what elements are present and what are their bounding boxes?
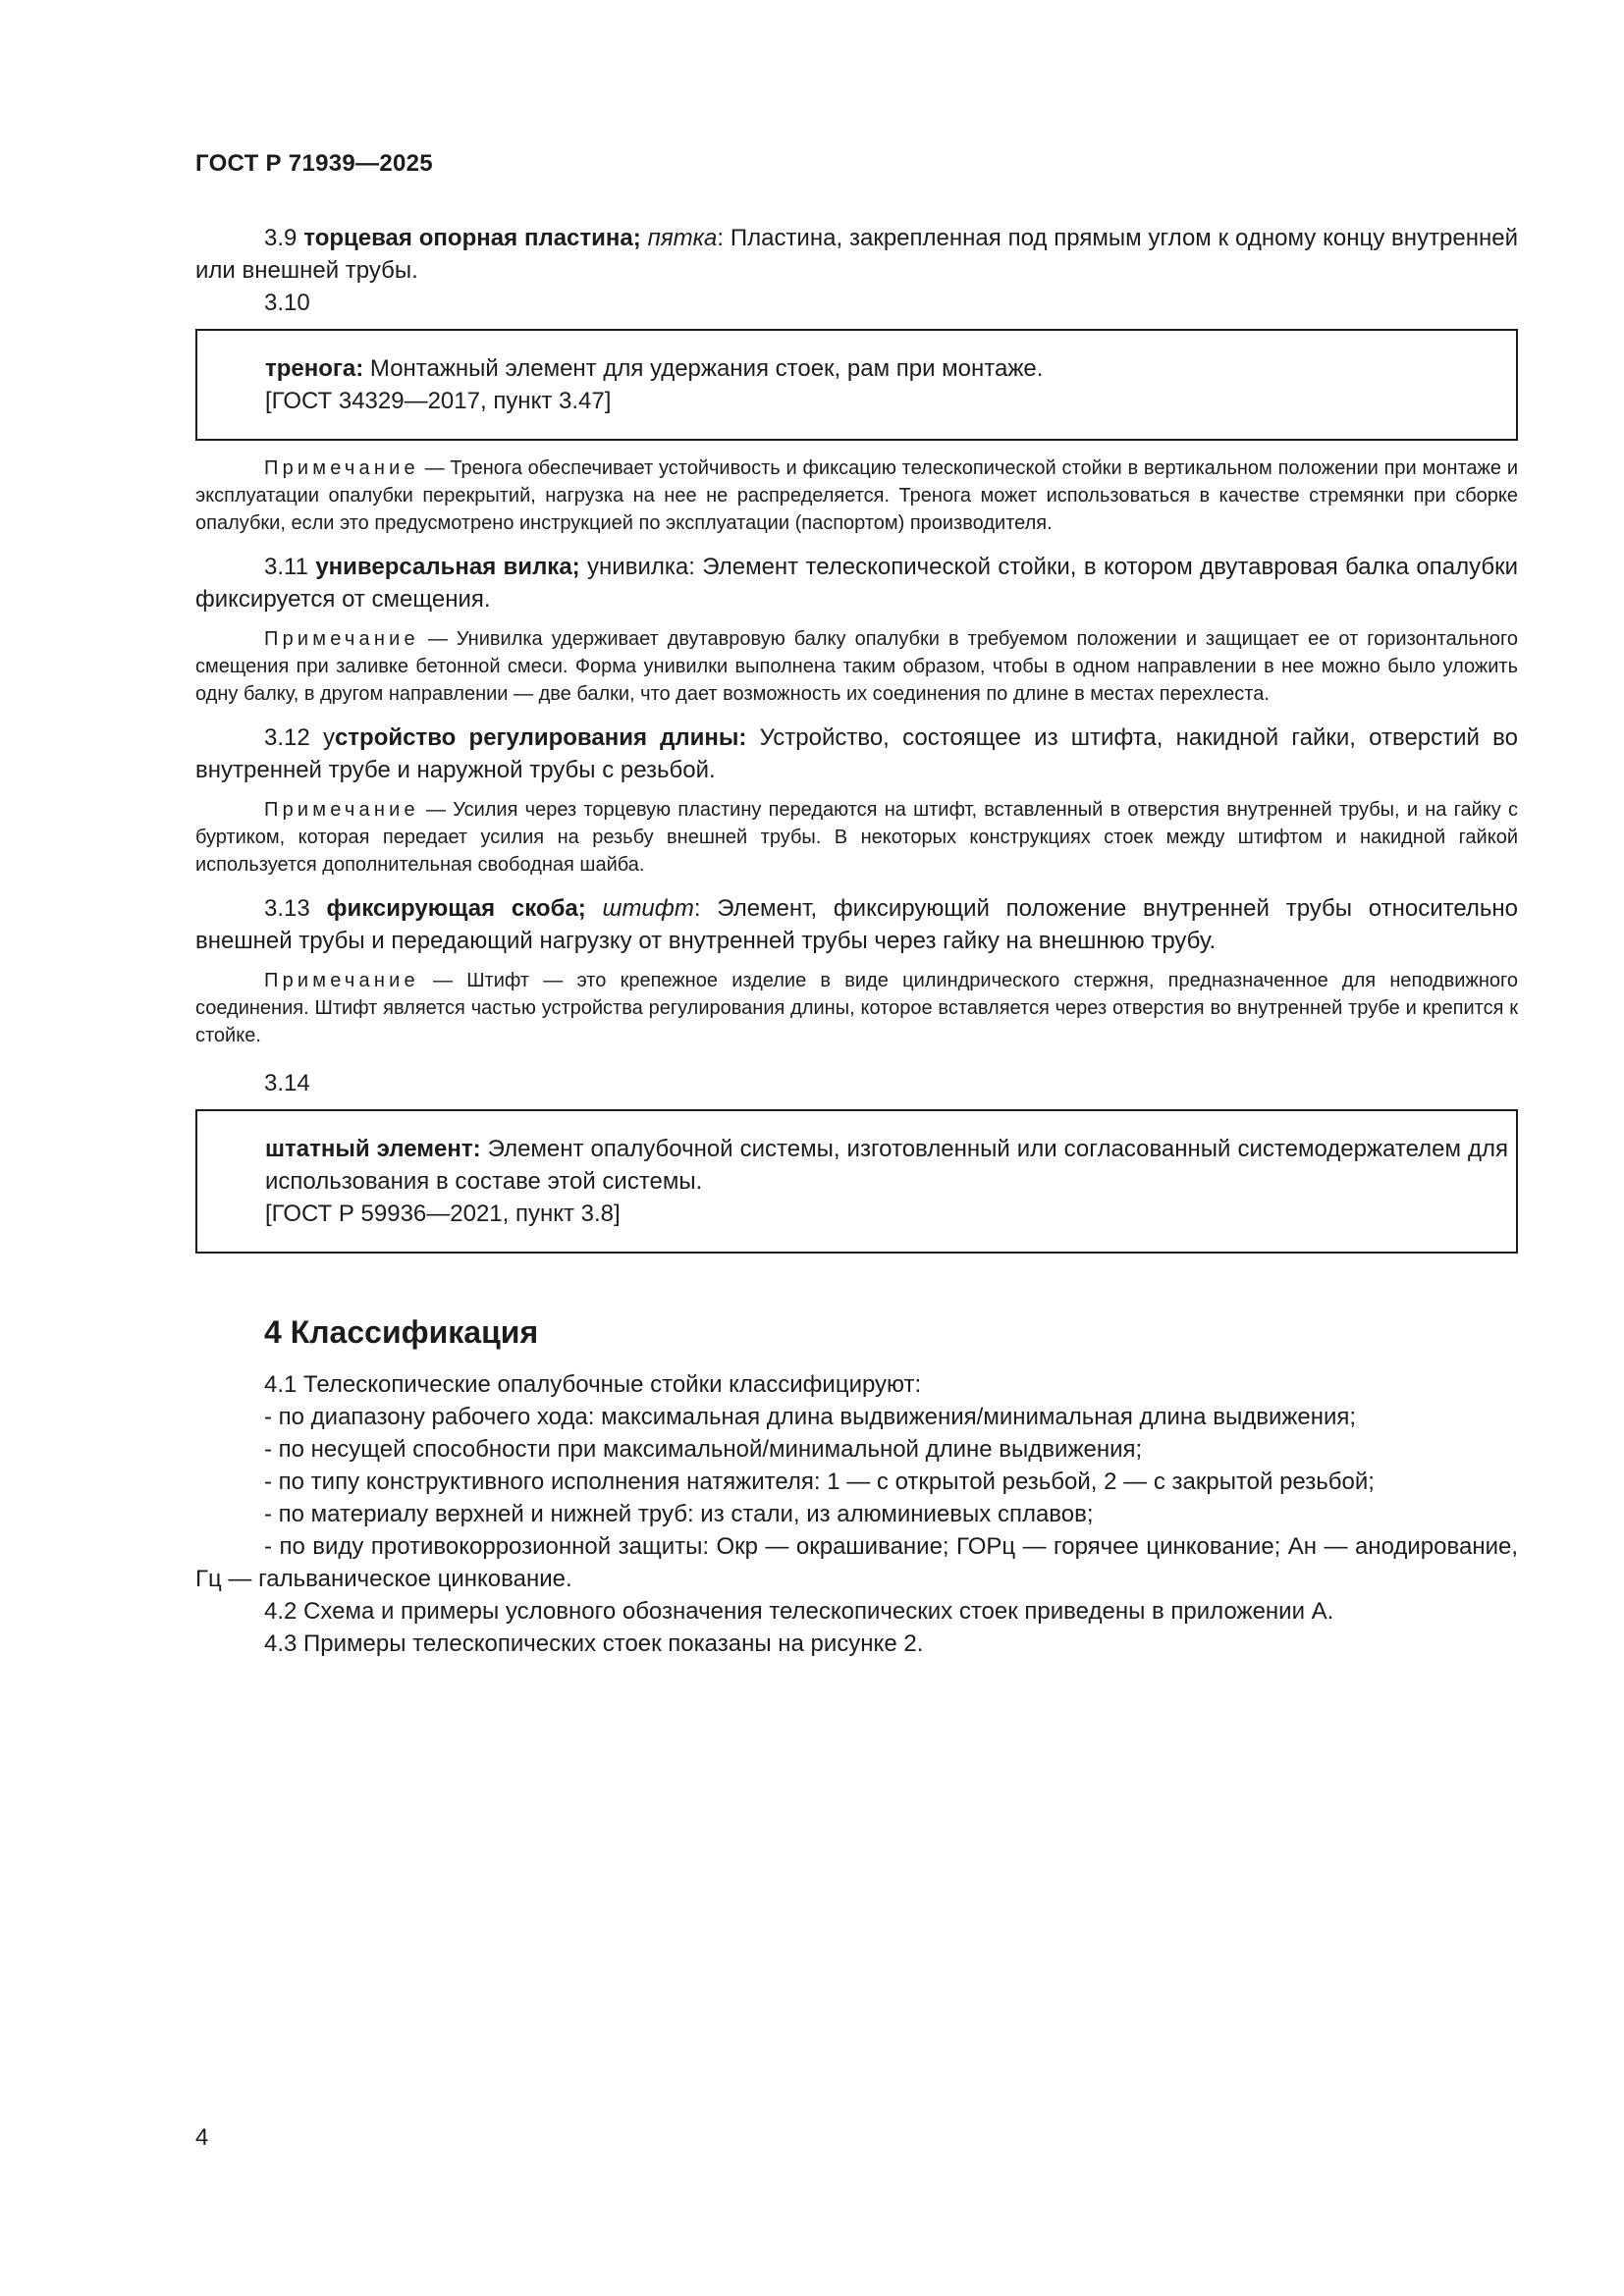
clause-3-13 (195, 892, 1518, 957)
note-3-12 (195, 796, 1518, 879)
source-reference: [ГОСТ 34329—2017, пункт 3.47] (265, 388, 612, 414)
page-number: 4 (195, 2124, 209, 2151)
list-item: - по виду противокоррозионной защиты: Окр — окрашивание; ГОРц — горячее цинкование; Ан — анодирование, Гц — гальваническое цинкование. (195, 1533, 1518, 1592)
term-synonym: пятка (647, 225, 718, 251)
clause-4-1: 4.1 Телескопические опалубочные стойки классифицируют: (264, 1371, 922, 1398)
list-item: - по диапазону рабочего хода: максимальная длина выдвижения/минимальная длина выдвижения; (264, 1404, 1357, 1430)
note-3-13 (195, 967, 1518, 1049)
clause-3-11 (195, 551, 1518, 615)
clause-4-2: 4.2 Схема и примеры условного обозначения телескопических стоек приведены в приложении А. (264, 1598, 1334, 1625)
note-text: — Штифт — это крепежное изделие в виде цилиндрического стержня, предназначенное для неподвижного соединения. Штифт является частью устройства регулирования длины, которое вставляется через отверстия во внутренней трубе и крепится к стойке. (195, 970, 1518, 1046)
definition: Устройство, состоящее из штифта, накидной гайки, отверстий во внутренней трубе и наружной трубы с резьбой. (195, 724, 1519, 783)
boxed-definition (205, 1133, 1508, 1198)
clause-3-10-number: 3.10 (264, 290, 310, 316)
note-text: — Унивилка удерживает двутавровую балку опалубки в требуемом положении и защищает ее от горизонтального смещения при заливке бетонной смеси. Форма унивилки выполнена таким образом, чтобы в одном направлении в нее можно было уложить одну балку, в другом направлении — две балки, что дает возможность их соединения по длине в местах перехлеста. (195, 628, 1518, 705)
document-id-header: ГОСТ Р 71939—2025 (195, 150, 433, 177)
note-label: Примечание (264, 457, 419, 479)
list-item: - по несущей способности при максимальной/минимальной длине выдвижения; (264, 1436, 1143, 1463)
boxed-definition (265, 352, 1508, 385)
page-content (195, 222, 1518, 1660)
clause-3-12 (195, 721, 1518, 786)
clause-3-9 (195, 222, 1518, 287)
definition: унивилка: Элемент телескопической стойки, в котором двутавровая балка опалубки фиксируется от смещения. (195, 554, 1519, 613)
section-heading: 4 Классификация (264, 1314, 539, 1350)
definition: : Элемент, фиксирующий положение внутренней трубы относительно внешней трубы и передающий нагрузку от внутренней трубы через гайку на внешнюю трубу. (195, 895, 1518, 954)
note-text: — Тренога обеспечивает устойчивость и фиксацию телескопической стойки в вертикальном положении при монтаже и эксплуатации опалубки перекрытий, нагрузка на нее не распределяется. Тренога может использоваться в качестве стремянки при сборке опалубки, если это предусмотрено инструкцией по эксплуатации (паспортом) производителя. (195, 457, 1518, 534)
term: универсальная вилка; (315, 554, 580, 580)
definition: Монтажный элемент для удержания стоек, рам при монтаже. (363, 355, 1044, 382)
note-text: — Усилия через торцевую пластину передаются на штифт, вставленный в отверстия внутренней трубы, и на гайку с буртиком, которая передает усилия на резьбу внешней трубы. В некоторых конструкциях стоек между штифтом и накидной гайкой используется дополнительная свободная шайба. (195, 799, 1518, 876)
clause-number: 3.13 (264, 895, 310, 922)
definition-box-3-14 (195, 1109, 1518, 1254)
note-label: Примечание (264, 970, 419, 991)
term: тренога: (265, 355, 364, 382)
clause-number: 3.11 (264, 554, 308, 580)
note-label: Примечание (264, 628, 419, 650)
note-3-11 (195, 625, 1518, 708)
list-item: - по материалу верхней и нижней труб: из стали, из алюминиевых сплавов; (264, 1501, 1094, 1527)
note-3-10 (195, 454, 1518, 537)
note-label: Примечание (264, 799, 419, 821)
term: штатный элемент: (265, 1136, 481, 1162)
clause-4-3: 4.3 Примеры телескопических стоек показаны на рисунке 2. (264, 1630, 924, 1657)
clause-number: 3.12 (264, 724, 310, 751)
clause-number: 3.9 (264, 225, 298, 251)
definition: : Пластина, закрепленная под прямым углом к одному концу внутренней или внешней трубы. (195, 225, 1519, 284)
term: фиксирующая скоба; (326, 895, 586, 922)
term: торцевая опорная пластина; (303, 225, 641, 251)
definition-box-3-10 (195, 329, 1518, 441)
list-item: - по типу конструктивного исполнения натяжителя: 1 — с открытой резьбой, 2 — с закрытой резьбой; (264, 1468, 1375, 1495)
definition: Элемент опалубочной системы, изготовленный или согласованный системодержателем для использования в составе этой системы. (265, 1136, 1508, 1195)
term: стройство регулирования длины: (334, 724, 747, 751)
term-synonym: штифт (602, 895, 694, 922)
source-reference: [ГОСТ Р 59936—2021, пункт 3.8] (265, 1201, 621, 1227)
term-first-letter: у (322, 724, 335, 751)
clause-3-14-number: 3.14 (264, 1070, 310, 1096)
